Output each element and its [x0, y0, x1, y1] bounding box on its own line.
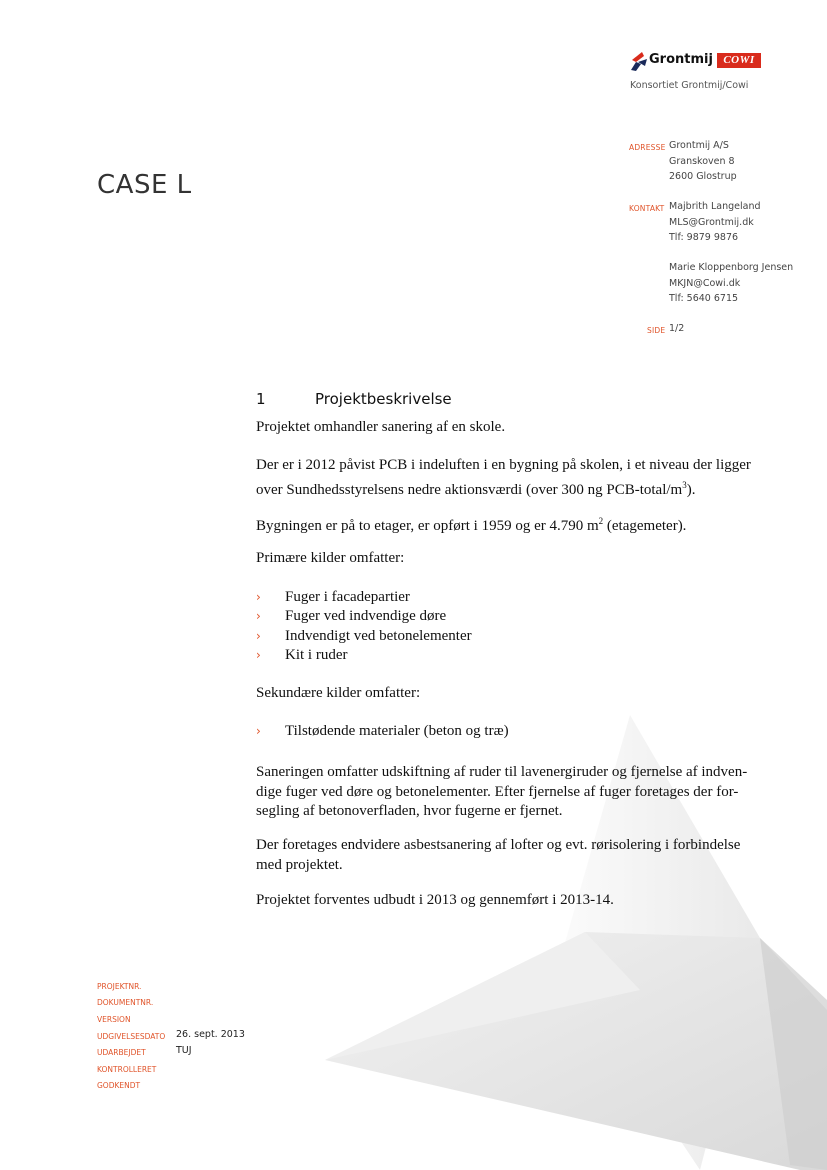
list-item	[256, 588, 410, 608]
address-line: 2600 Glostrup	[669, 171, 737, 182]
page-title: CASE L	[97, 170, 192, 200]
section-number: 1	[256, 390, 266, 408]
list-item	[256, 722, 509, 742]
footer-label-checked-by: KONTROLLERET	[97, 1065, 157, 1074]
footer-label-document-no: DOKUMENTNR.	[97, 998, 154, 1007]
list-item	[256, 646, 347, 666]
grontmij-logo-icon	[630, 50, 648, 72]
footer-label-release-date: UDGIVELSESDATO	[97, 1032, 166, 1041]
contact-email[interactable]: MKJN@Cowi.dk	[669, 277, 741, 289]
contact-2-block	[669, 260, 793, 307]
contact-label: KONTAKT	[629, 204, 665, 213]
contact-name: Majbrith Langeland	[669, 201, 761, 212]
superscript: 2	[598, 516, 604, 526]
address-line: Granskoven 8	[669, 155, 735, 167]
list-item-text: Tilstødende materialer (beton og træ)	[285, 723, 509, 739]
paragraph-line: Saneringen omfatter udskiftning af ruder til lavenergiruder og fjernelse af indven-	[256, 764, 748, 780]
list-item	[256, 627, 472, 647]
contact-email[interactable]: MLS@Grontmij.dk	[669, 216, 754, 228]
bullet-arrow-icon: ›	[256, 648, 261, 662]
list-item	[256, 607, 446, 627]
superscript: 3	[682, 479, 687, 490]
address-line: Grontmij A/S	[669, 140, 729, 151]
contact-name: Marie Kloppenborg Jensen	[669, 262, 794, 273]
company-logo	[630, 50, 770, 72]
contact-1-block	[669, 199, 761, 246]
page-label: SIDE	[647, 326, 666, 335]
footer-label-project-no: PROJEKTNR.	[97, 982, 142, 991]
footer-label-version: VERSION	[97, 1015, 131, 1024]
bullet-arrow-icon: ›	[256, 724, 261, 738]
address-label: ADRESSE	[629, 143, 666, 152]
paragraph-line: Der er i 2012 påvist PCB i indeluften i en bygning på skolen, i et niveau der ligger	[256, 457, 751, 473]
list-item-text: Kit i ruder	[285, 647, 348, 663]
page-number: 1/2	[669, 323, 685, 334]
secondary-sources-intro: Sekundære kilder omfatter:	[256, 685, 421, 701]
bullet-arrow-icon: ›	[256, 590, 261, 604]
paragraph-line: med projektet.	[256, 856, 343, 873]
paragraph-line	[256, 476, 776, 501]
footer-prepared-by: TUJ	[176, 1045, 192, 1056]
primary-sources-intro: Primære kilder omfatter:	[256, 550, 405, 566]
bullet-arrow-icon: ›	[256, 629, 261, 643]
paragraph-asbestos	[256, 836, 776, 875]
paragraph-pcb	[256, 456, 776, 500]
paragraph-building	[256, 512, 776, 537]
contact-phone: Tlf: 5640 6715	[669, 293, 739, 304]
address-block	[669, 138, 737, 185]
list-item-text: Indvendigt ved betonelementer	[285, 628, 472, 644]
logo-grontmij-text: Grontmij	[649, 52, 713, 67]
paragraph-line: segling af betonoverfladen, hvor fugerne er fjernet.	[256, 803, 563, 819]
bullet-arrow-icon: ›	[256, 609, 261, 623]
paragraph-intro: Projektet omhandler sanering af en skole.	[256, 419, 506, 435]
section-title: Projektbeskrivelse	[315, 390, 452, 408]
contact-phone: Tlf: 9879 9876	[669, 232, 739, 243]
consortium-name: Konsortiet Grontmij/Cowi	[630, 80, 749, 91]
footer-release-date: 26. sept. 2013	[176, 1029, 245, 1040]
text-run: ).	[686, 481, 696, 498]
paragraph-line: dige fuger ved døre og betonelementer. Efter fjernelse af fuger foretages der for-	[256, 783, 739, 800]
text-run: (etagemeter).	[603, 518, 687, 534]
text-run: over Sundhedsstyrelsens nedre aktionsværdi (over 300 ng PCB-total/m	[256, 481, 683, 498]
list-item-text: Fuger ved indvendige døre	[285, 608, 447, 624]
footer-label-prepared-by: UDARBEJDET	[97, 1048, 146, 1057]
footer-label-approved-by: GODKENDT	[97, 1081, 141, 1090]
list-item-text: Fuger i facadepartier	[285, 589, 410, 605]
paragraph-scope	[256, 763, 776, 822]
logo-cowi-text: COWI	[717, 53, 761, 68]
paragraph-timeline: Projektet forventes udbudt i 2013 og gennemført i 2013-14.	[256, 892, 614, 908]
paragraph-line: Der foretages endvidere asbestsanering af lofter og evt. rørisolering i forbindelse	[256, 837, 741, 853]
section-heading	[256, 390, 452, 408]
text-run: Bygningen er på to etager, er opført i 1959 og er 4.790 m	[256, 518, 599, 534]
